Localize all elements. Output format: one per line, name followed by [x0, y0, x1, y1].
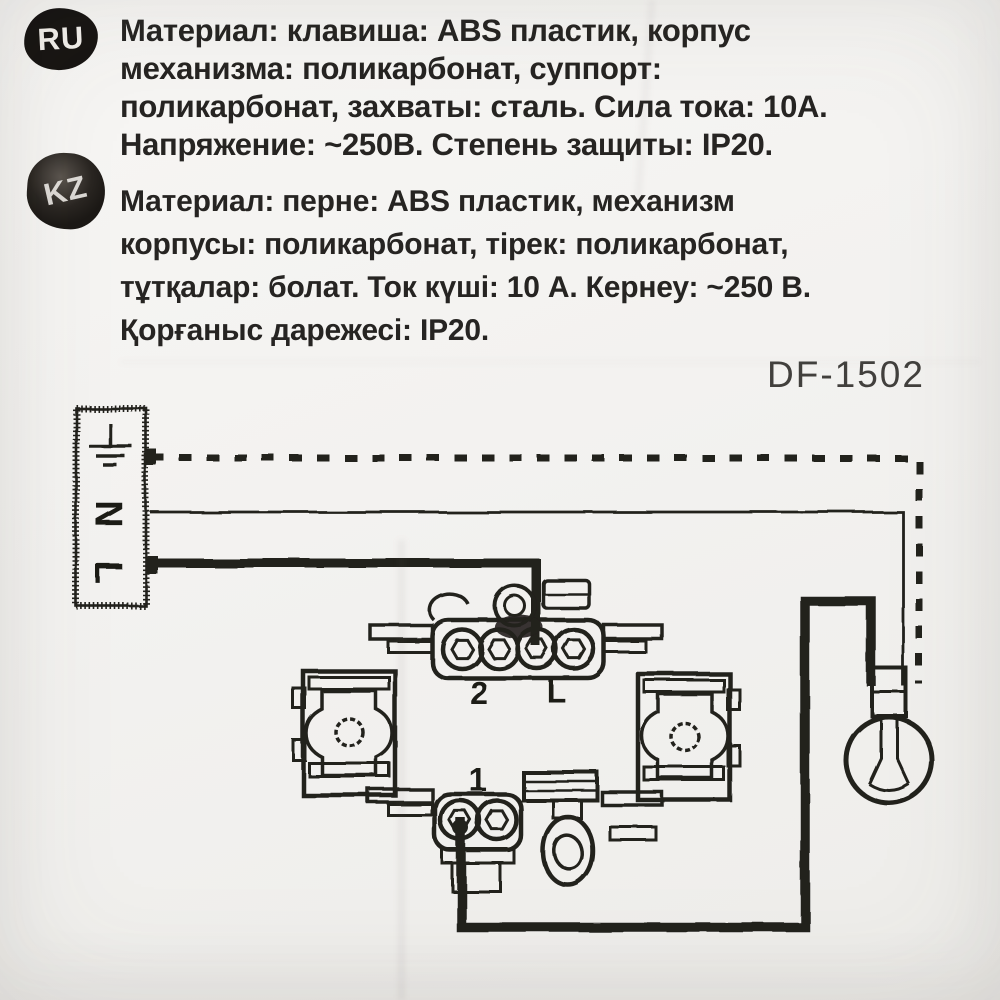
- lamp-wire: [461, 601, 871, 927]
- earth-ground-icon: [89, 423, 132, 465]
- line-terminal-label: L: [87, 561, 129, 585]
- spec-line: корпусы: поликарбонат, тірек: поликарбонат,: [120, 228, 789, 261]
- spec-line: Қорғаныс дарежесі: IP20.: [120, 314, 489, 347]
- spec-line: механизма: поликарбонат, суппорт:: [120, 51, 662, 86]
- spec-line: Напряжение: ~250В. Степень защиты: IP20.: [120, 127, 773, 162]
- line-wire: [148, 563, 536, 646]
- terminal-l-label: L: [546, 673, 566, 709]
- spec-line: Материал: перне: ABS пластик, механизм: [120, 185, 735, 218]
- terminal-1-label: 1: [469, 762, 487, 798]
- right-claw: [638, 674, 740, 800]
- spec-line: поликарбонат, захваты: сталь. Сила тока: 10А.: [120, 89, 828, 124]
- cam-assembly: [523, 772, 597, 885]
- lamp-icon: [846, 668, 932, 803]
- left-claw: [293, 671, 395, 795]
- supply-box: [76, 408, 158, 606]
- model-number: DF-1502: [767, 354, 925, 395]
- neutral-terminal-label: N: [87, 500, 129, 528]
- kz-stamp-label: KZ: [40, 168, 91, 213]
- ru-stamp-label: RU: [36, 19, 86, 58]
- terminal-2-label: 2: [470, 675, 488, 711]
- spec-line: тұтқалар: болат. Ток күші: 10 А. Кернеу: ~250 В.: [120, 271, 811, 304]
- neutral-wire: [150, 512, 903, 686]
- switch-mechanism: [293, 580, 740, 891]
- spec-line: Материал: клавиша: ABS пластик, корпус: [120, 13, 751, 48]
